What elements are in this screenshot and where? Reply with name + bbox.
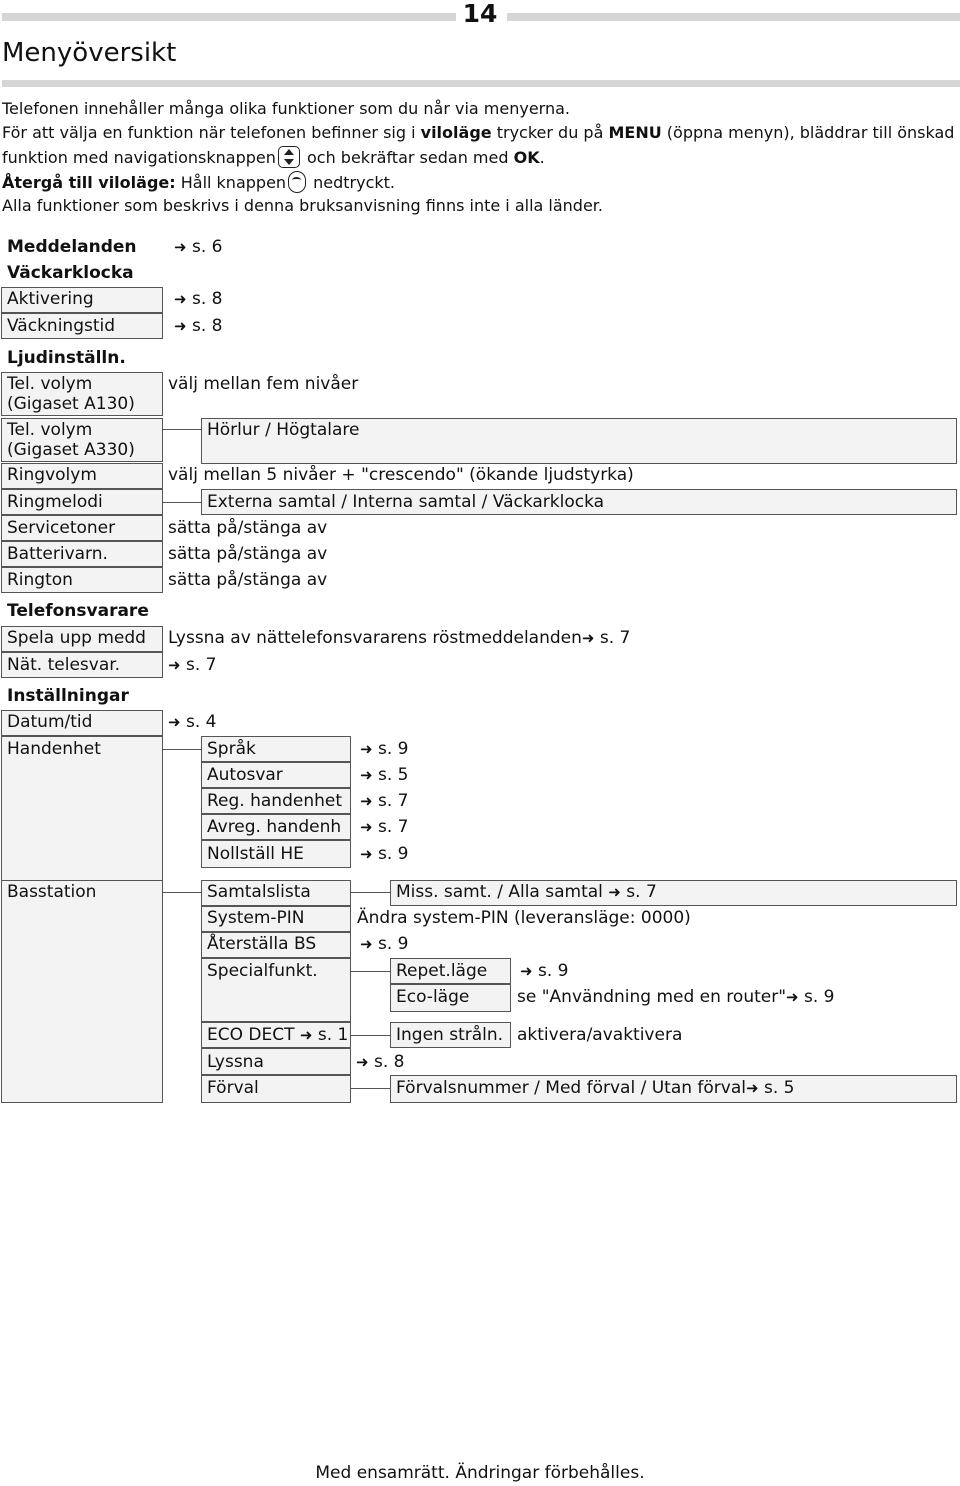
telvolym-a330-desc: Hörlur / Högtalare [207,420,360,440]
item-samtalslista: Samtalslista [207,882,311,902]
page-number: 14 [462,0,498,28]
item-vackningstid: Väckningstid [7,316,116,336]
arrow-icon: ➜ [360,766,373,784]
ringvolym-desc: välj mellan 5 nivåer + "crescendo" (ökande ljudstyrka) [168,465,634,485]
connector-line [351,971,390,972]
avreg-handenh-ref: ➜ s. 7 [360,817,409,837]
menu-meddelanden: Meddelanden [7,237,137,257]
ingen-straln-desc: aktivera/avaktivera [517,1025,683,1045]
item-batterivarn: Batterivarn. [7,544,108,564]
intro-line-4: Återgå till viloläge: Håll knappen nedtryckt. [2,173,396,192]
aktivering-ref: ➜ s. 8 [174,289,223,309]
arrow-icon: ➜ [174,290,187,308]
arrow-icon: ➜ [168,713,181,731]
arrow-icon: ➜ [360,935,373,953]
connector-line [163,749,201,750]
meddelanden-ref: ➜ s. 6 [174,237,223,257]
autosvar-ref: ➜ s. 5 [360,765,409,785]
item-ringvolym: Ringvolym [7,465,97,485]
samtalslista-desc: Miss. samt. / Alla samtal ➜ s. 7 [396,882,657,902]
item-reg-handenhet: Reg. handenhet [207,791,342,811]
item-rington: Rington [7,570,73,590]
footer-text: Med ensamrätt. Ändringar förbehålles. [315,1463,645,1483]
header-rule-left [2,13,456,21]
arrow-icon: ➜ [360,740,373,758]
arrow-icon: ➜ [174,238,187,256]
arrow-icon: ➜ [520,962,533,980]
intro-line-2: För att välja en funktion när telefonen befinner sig i viloläge trycker du på MENU (öppna menyn), bläddrar till önskad [2,123,955,142]
arrow-icon: ➜ [299,1026,313,1044]
arrow-icon: ➜ [608,883,621,901]
item-sprak: Språk [207,739,256,759]
connector-line [351,892,390,893]
title-rule [2,80,960,87]
arrow-icon: ➜ [786,988,799,1006]
end-call-key-icon [288,171,306,193]
item-basstation: Basstation [7,882,97,902]
nat-telesvar-ref: ➜ s. 7 [168,655,217,675]
connector-line [163,502,201,503]
item-repet-lage: Repet.läge [396,961,488,981]
servicetoner-desc: sätta på/stänga av [168,518,328,538]
item-lyssna: Lyssna [207,1052,264,1072]
item-telvolym-a130: Tel. volym (Gigaset A130) [7,374,135,414]
item-nollstall-he: Nollställ HE [207,844,304,864]
arrow-icon: ➜ [746,1079,759,1097]
telvolym-a130-desc: välj mellan fem nivåer [168,374,359,394]
item-specialfunkt: Specialfunkt. [207,961,318,981]
arrow-icon: ➜ [360,845,373,863]
menu-installningar: Inställningar [7,686,129,706]
item-forval: Förval [207,1078,259,1098]
intro-line-5: Alla funktioner som beskrivs i denna bruksanvisning finns inte i alla länder. [2,196,603,215]
intro-line-1: Telefonen innehåller många olika funktioner som du når via menyerna. [2,99,571,118]
lyssna-ref: ➜ s. 8 [356,1052,405,1072]
eco-lage-desc: se "Användning med en router"➜ s. 9 [517,987,835,1007]
page-title: Menyöversikt [2,38,177,68]
vackningstid-ref: ➜ s. 8 [174,316,223,336]
sprak-ref: ➜ s. 9 [360,739,409,759]
item-aktivering: Aktivering [7,289,94,309]
item-aterstalla-bs: Återställa BS [207,934,317,954]
nollstall-he-ref: ➜ s. 9 [360,844,409,864]
item-ringmelodi: Ringmelodi [7,492,103,512]
spela-upp-desc: Lyssna av nättelefonsvararens röstmeddelanden➜ s. 7 [168,628,631,648]
item-servicetoner: Servicetoner [7,518,116,538]
arrow-icon: ➜ [581,629,595,647]
menu-ljudinstallningar: Ljudinställn. [7,348,126,368]
arrow-icon: ➜ [360,792,373,810]
connector-line [163,429,201,430]
intro-line-3: funktion med navigationsknappen och bekräftar sedan med OK. [2,148,545,167]
arrow-icon: ➜ [168,656,181,674]
arrow-icon: ➜ [356,1053,369,1071]
navigation-key-icon [278,146,300,168]
item-system-pin: System-PIN [207,908,305,928]
item-nat-telesvar: Nät. telesvar. [7,655,121,675]
connector-line [163,892,201,893]
connector-line [351,1035,390,1036]
item-spela-upp: Spela upp medd [7,628,146,648]
arrow-icon: ➜ [174,317,187,335]
item-avreg-handenh: Avreg. handenh [207,817,342,837]
menu-vackarklocka: Väckarklocka [7,263,134,283]
item-handenhet: Handenhet [7,739,101,759]
box-basstation [1,880,163,1103]
item-ingen-straln: Ingen stråln. [396,1025,504,1045]
ringmelodi-desc: Externa samtal / Interna samtal / Väckarklocka [207,492,605,512]
header-rule-right [507,13,960,21]
item-eco-lage: Eco-läge [396,987,470,1007]
item-autosvar: Autosvar [207,765,283,785]
connector-line [351,1088,390,1089]
aterstalla-bs-ref: ➜ s. 9 [360,934,409,954]
arrow-icon: ➜ [360,818,373,836]
item-datum: Datum/tid [7,712,93,732]
reg-handenhet-ref: ➜ s. 7 [360,791,409,811]
batterivarn-desc: sätta på/stänga av [168,544,328,564]
menu-telefonsvarare: Telefonsvarare [7,601,149,621]
repet-lage-ref: ➜ s. 9 [520,961,569,981]
rington-desc: sätta på/stänga av [168,570,328,590]
item-eco-dect: ECO DECT ➜ s. 1 [207,1025,349,1045]
forval-desc: Förvalsnummer / Med förval / Utan förval➜ s. 5 [396,1078,795,1098]
datum-ref: ➜ s. 4 [168,712,217,732]
system-pin-desc: Ändra system-PIN (leveransläge: 0000) [357,908,691,928]
item-telvolym-a330: Tel. volym (Gigaset A330) [7,420,135,460]
